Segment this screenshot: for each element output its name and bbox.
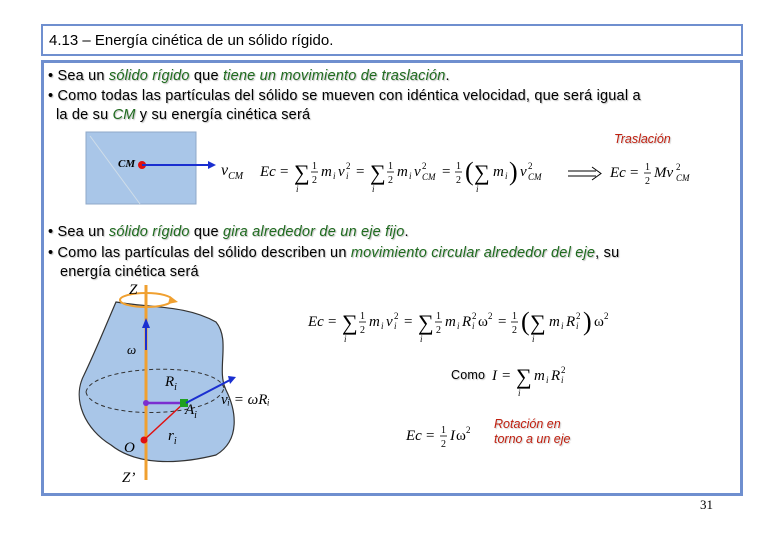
inertia-formula	[488, 358, 588, 402]
svg-text:2: 2	[346, 161, 351, 171]
result-arrow	[566, 166, 606, 182]
svg-text:I: I	[450, 428, 455, 444]
svg-text:i: i	[420, 334, 423, 344]
svg-text:i: i	[457, 321, 460, 331]
svg-text:1: 1	[441, 425, 446, 436]
svg-text:i: i	[476, 184, 479, 194]
svg-text:∑: ∑	[342, 310, 358, 335]
velocity-relation: vᵢ = ωRᵢ	[221, 392, 270, 408]
r-label: $r_i$	[168, 428, 177, 447]
page-number: 31	[700, 497, 713, 512]
svg-text:R: R	[551, 368, 561, 384]
svg-text:1: 1	[436, 311, 441, 322]
svg-text:): )	[509, 157, 518, 186]
svg-text:v: v	[520, 164, 527, 180]
svg-text:1: 1	[312, 161, 317, 172]
svg-text:2: 2	[528, 161, 533, 171]
svg-text:2: 2	[436, 325, 441, 336]
svg-text:i: i	[472, 321, 475, 331]
rotation-label: Rotación en torno a un eje	[494, 417, 571, 446]
svg-text:Ec: Ec	[406, 428, 422, 444]
rotation-bullet-1: • Sea un sólido rígido que gira alrededor de un eje fijo.	[48, 224, 409, 240]
svg-text:Ec: Ec	[308, 314, 324, 330]
svg-text:i: i	[561, 375, 564, 385]
svg-text:R: R	[462, 314, 472, 330]
svg-text:i: i	[344, 334, 347, 344]
svg-text:Ec: Ec	[260, 164, 276, 180]
svg-text:I: I	[492, 368, 497, 384]
svg-text:1: 1	[360, 311, 365, 322]
svg-text:i: i	[532, 334, 535, 344]
svg-text:=: =	[280, 164, 289, 180]
svg-text:2: 2	[604, 311, 609, 321]
svg-text:2: 2	[360, 325, 365, 336]
svg-text:1: 1	[512, 311, 517, 322]
svg-text:2: 2	[676, 162, 681, 172]
svg-text:i: i	[546, 375, 549, 385]
svg-text:Ec: Ec	[610, 165, 626, 181]
svg-text:v: v	[414, 164, 421, 180]
svg-text:m: m	[369, 314, 380, 330]
rotation-formula	[306, 300, 626, 348]
svg-text:2: 2	[456, 175, 461, 186]
svg-text:): )	[583, 307, 592, 336]
svg-text:CM: CM	[528, 172, 542, 182]
svg-text:2: 2	[441, 439, 446, 450]
rotation-bullet-2-cont: energía cinética será	[60, 264, 199, 280]
svg-text:1: 1	[456, 161, 461, 172]
svg-text:CM: CM	[422, 172, 436, 182]
R-label: $R_i$	[165, 374, 177, 393]
svg-text:i: i	[518, 388, 521, 398]
svg-text:Mv: Mv	[654, 165, 674, 181]
svg-text:1: 1	[388, 161, 393, 172]
svg-text:i: i	[394, 321, 397, 331]
svg-text:i: i	[333, 171, 336, 181]
svg-text:2: 2	[312, 175, 317, 186]
translation-bullet-2-cont: la de su CM y su energía cinética será	[56, 107, 311, 123]
origin-label: O	[124, 440, 135, 456]
title-box	[41, 24, 743, 56]
svg-text:2: 2	[576, 311, 581, 321]
svg-text:2: 2	[645, 176, 650, 187]
svg-text:=: =	[328, 314, 337, 330]
svg-text:ω: ω	[456, 428, 466, 444]
svg-text:2: 2	[422, 161, 427, 171]
svg-text:2: 2	[512, 325, 517, 336]
svg-text:=: =	[502, 368, 511, 384]
svg-text:v: v	[338, 164, 345, 180]
svg-text:=: =	[356, 164, 365, 180]
svg-text:∑: ∑	[474, 160, 490, 185]
como-label: Como	[451, 368, 486, 382]
svg-text:2: 2	[561, 365, 566, 375]
svg-text:m: m	[321, 164, 332, 180]
translation-label: Traslación	[614, 132, 671, 146]
svg-text:ω: ω	[478, 314, 488, 330]
translation-bullet-1: • Sea un sólido rígido que tiene un movimiento de traslación.	[48, 68, 450, 84]
svg-text:2: 2	[466, 425, 471, 435]
svg-text:=: =	[498, 314, 507, 330]
svg-text:ω: ω	[594, 314, 604, 330]
svg-text:(: (	[521, 307, 530, 336]
A-label: $A_i$	[185, 402, 197, 421]
svg-text:i: i	[505, 171, 508, 181]
cm-label: CM	[118, 158, 136, 170]
axis-z-label: Z	[129, 282, 138, 298]
svg-text:(: (	[465, 157, 474, 186]
slide-title: 4.13 – Energía cinética de un sólido rígido.	[49, 32, 334, 49]
axis-z-prime-label: Z’	[122, 470, 136, 486]
svg-text:m: m	[534, 368, 545, 384]
svg-text:∑: ∑	[530, 310, 546, 335]
svg-text:i: i	[409, 171, 412, 181]
svg-text:1: 1	[645, 162, 650, 173]
svg-text:2: 2	[488, 311, 493, 321]
svg-text:=: =	[426, 428, 435, 444]
svg-text:∑: ∑	[418, 310, 434, 335]
omega-label: ω	[127, 342, 137, 357]
translation-bullet-2: • Como todas las partículas del sólido se mueven con idéntica velocidad, que será igual a	[48, 88, 641, 104]
translation-result	[606, 155, 716, 195]
svg-text:CM: CM	[676, 173, 690, 183]
svg-text:2: 2	[394, 311, 399, 321]
svg-text:i: i	[372, 184, 375, 194]
svg-text:m: m	[445, 314, 456, 330]
svg-text:v: v	[386, 314, 393, 330]
svg-text:∑: ∑	[516, 364, 532, 389]
svg-text:∑: ∑	[370, 160, 386, 185]
svg-text:m: m	[493, 164, 504, 180]
svg-text:=: =	[442, 164, 451, 180]
svg-text:m: m	[397, 164, 408, 180]
rotation-result	[404, 418, 484, 458]
origin-point	[141, 437, 148, 444]
translation-formula	[256, 152, 556, 198]
svg-text:∑: ∑	[294, 160, 310, 185]
svg-text:i: i	[346, 171, 349, 181]
svg-text:i: i	[296, 184, 299, 194]
rotation-bullet-2: • Como las partículas del sólido describen un movimiento circular alrededor del eje, su	[48, 245, 620, 261]
svg-text:=: =	[404, 314, 413, 330]
rigid-solid-shape	[79, 302, 234, 462]
svg-text:i: i	[561, 321, 564, 331]
svg-text:2: 2	[388, 175, 393, 186]
svg-text:i: i	[576, 321, 579, 331]
velocity-label: $v_{CM}$	[221, 162, 244, 183]
svg-text:i: i	[381, 321, 384, 331]
svg-text:m: m	[549, 314, 560, 330]
svg-text:2: 2	[472, 311, 477, 321]
svg-text:=: =	[630, 165, 639, 181]
svg-text:R: R	[566, 314, 576, 330]
